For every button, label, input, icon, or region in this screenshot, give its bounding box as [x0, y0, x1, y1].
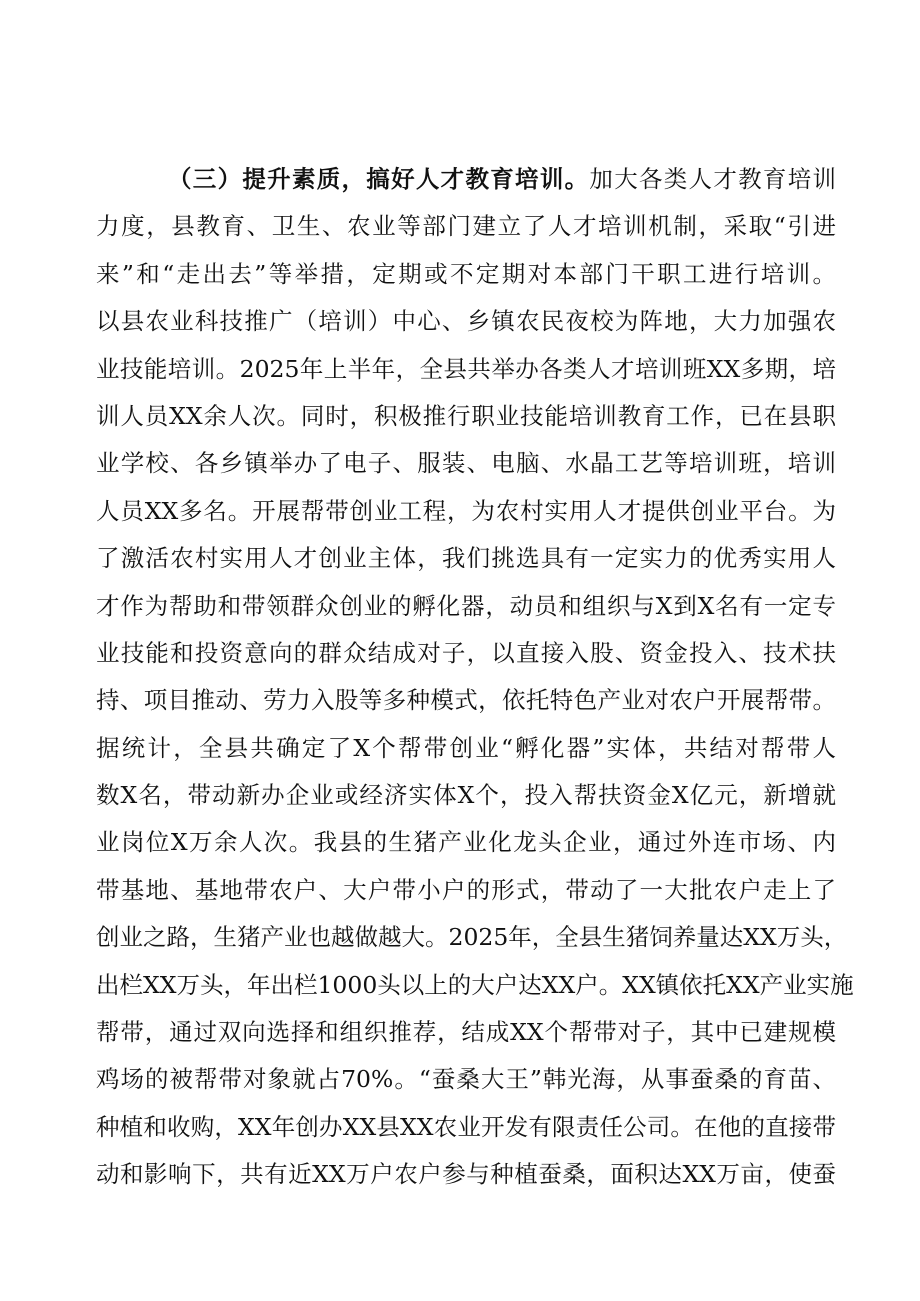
paragraph-line: 动和影响下，共有近XX万户农户参与种植蚕桑，面积达XX万亩，使蚕	[96, 1160, 836, 1189]
paragraph-line: 力度，县教育、卫生、农业等部门建立了人才培训机制，采取“引进	[96, 212, 836, 241]
paragraph-line: 据统计，全县共确定了X个帮带创业“孵化器”实体，共结对帮带人	[96, 733, 836, 762]
paragraph-line: 才作为帮助和带领群众创业的孵化器，动员和组织与X到X名有一定专	[96, 591, 836, 620]
paragraph-line: 来”和“走出去”等举措，定期或不定期对本部门干职工进行培训。	[96, 259, 836, 288]
paragraph-line: 业学校、各乡镇举办了电子、服装、电脑、水晶工艺等培训班，培训	[96, 449, 836, 478]
paragraph-line: 业岗位X万余人次。我县的生猪产业化龙头企业，通过外连市场、内	[96, 828, 836, 857]
paragraph-line: 鸡场的被帮带对象就占70%。“蚕桑大王”韩光海，从事蚕桑的育苗、	[96, 1065, 836, 1094]
paragraph-line: 出栏XX万头，年出栏1000头以上的大户达XX户。XX镇依托XX产业实施	[96, 970, 854, 999]
paragraph-line: 种植和收购，XX年创办XX县XX农业开发有限责任公司。在他的直接带	[96, 1112, 836, 1141]
paragraph-line	[96, 156, 836, 203]
paragraph-line: 以县农业科技推广（培训）中心、乡镇农民夜校为阵地，大力加强农	[96, 307, 836, 336]
paragraph-line: 人员XX多名。开展帮带创业工程，为农村实用人才提供创业平台。为	[96, 496, 836, 525]
paragraph-line: 了激活农村实用人才创业主体，我们挑选具有一定实力的优秀实用人	[96, 544, 836, 573]
paragraph-line: 业技能和投资意向的群众结成对子，以直接入股、资金投入、技术扶	[96, 638, 836, 667]
body-paragraph	[96, 156, 854, 1199]
paragraph-line: 训人员XX余人次。同时，积极推行职业技能培训教育工作，已在县职	[96, 401, 836, 430]
line-text: 加大各类人才教育培训	[589, 165, 837, 193]
paragraph-line: 数X名，带动新办企业或经济实体X个，投入帮扶资金X亿元，新增就	[96, 781, 836, 810]
paragraph-line: 持、项目推动、劳力入股等多种模式，依托特色产业对农户开展帮带。	[96, 686, 836, 715]
section-heading: （三）提升素质，搞好人才教育培训。	[168, 165, 590, 193]
paragraph-line: 创业之路，生猪产业也越做越大。2025年，全县生猪饲养量达XX万头，	[96, 923, 848, 952]
paragraph-line: 业技能培训。2025年上半年，全县共举办各类人才培训班XX多期，培	[96, 354, 836, 383]
paragraph-line: 带基地、基地带农户、大户带小户的形式，带动了一大批农户走上了	[96, 875, 836, 904]
paragraph-line: 帮带，通过双向选择和组织推荐，结成XX个帮带对子，其中已建规模	[96, 1018, 836, 1047]
